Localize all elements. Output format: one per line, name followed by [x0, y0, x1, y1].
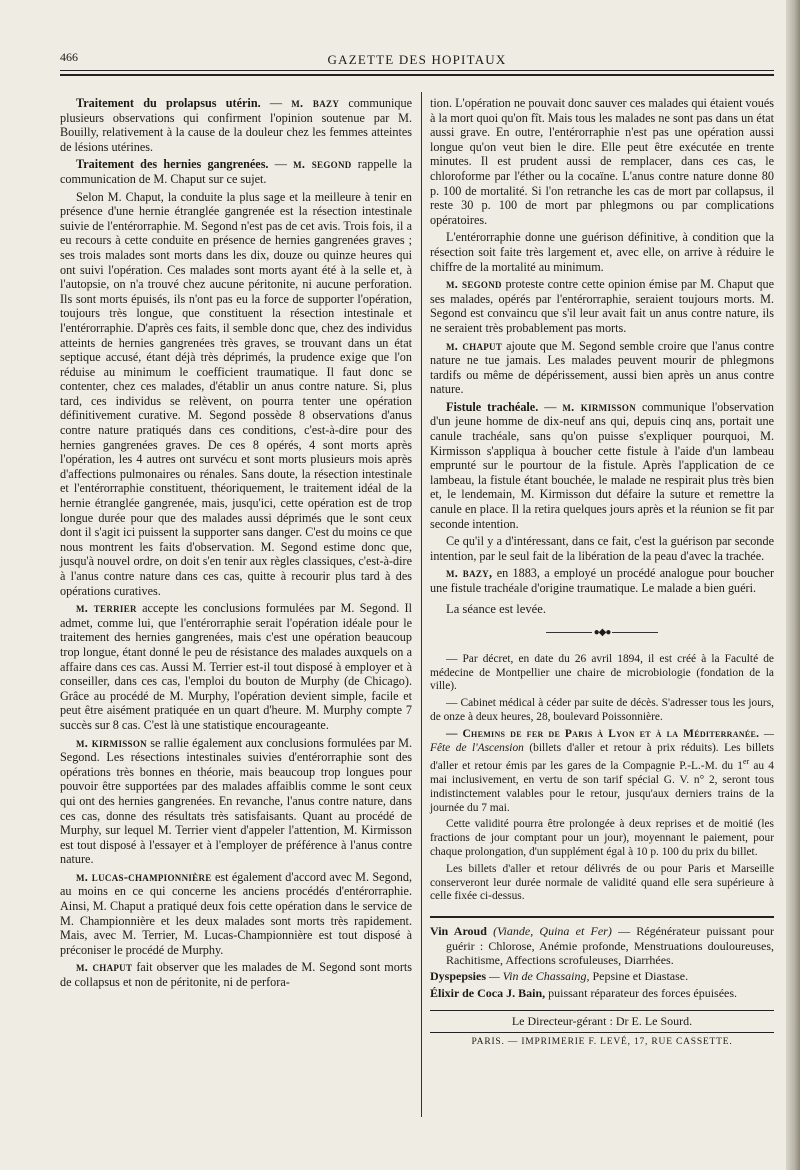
paragraph-text: en 1883, a employé un procédé analogue pour boucher une fistule trachéale d'origine traumatique. Le malade a bien guéri.: [430, 566, 775, 595]
paragraph-bazy: [430, 566, 774, 595]
ads-rule: [430, 916, 774, 918]
speaker-name: m. chaput: [446, 338, 503, 353]
paragraph-continuation: tion. L'opération ne pouvait donc sauver ces malades qui étaient voués à la mort quoi qu'on fît. Mais tous les malades ne sont pas dans un état aussi grave. En outre, l'entérorraphie n'est pas une opération aussi longue qu'on veut bien le dire. Elle peut être exécutée en trente minutes. Il est prudent aussi de remplacer, dans ces cas, le chloroforme par l'éther ou la cocaïne. L'anus contre nature donne 80 p. 100 de mortalité. Si l'on retranche les cas de mort par collapsus, il reste 30 p. 100 de mort par phlegmons ou par complications opératoires.: [430, 96, 774, 227]
news-text: au 4 mai inclusivement, en vertu de son tarif spécial G. V. n° 2, seront tous indistinctement valables pour le retour, jusqu'aux derniers trains de la journée du 7 mai.: [430, 760, 774, 814]
ad-text: Pepsine et Diastase.: [592, 969, 689, 984]
paragraph-chaput-reply: [60, 960, 412, 989]
paragraph-text: se rallie également aux conclusions formulées par M. Segond. Les résections intestinales suivies d'entérorraphie sont des opérations très bonnes en théorie, mais beaucoup trop longues pour pouvoir être supportées par des malades affaiblis comme le sont ceux qui ont des hernies gangrenées. En revanche, l'anus contre nature, dans ces cas, donne des résultats très satisfaisants. Quant au procédé de Murphy, sur lequel M. Terrier vient d'appeler l'attention, M. Kirmisson est tout disposé à l'essayer et à l'employer de préférence à l'anus contre nature.: [60, 735, 413, 867]
paragraph-championniere: [60, 870, 412, 958]
paragraph-text: proteste contre cette opinion émise par M. Chaput que ses malades, opérés par l'entérorraphie, seraient toujours morts. M. Segond est convaincu que s'il leur avait fait un anus contre nature, ils ne seraient très probablement pas morts.: [430, 277, 775, 335]
paragraph-text: fait observer que les malades de M. Segond sont morts de collapsus et non de péritonite, ni de perfora-: [60, 960, 413, 990]
page-header: [60, 46, 774, 76]
speaker-name: m. bazy,: [446, 566, 493, 581]
ad-vin-aroud: [430, 924, 774, 967]
paragraph-fistule: Fistule trachéale. — m. kirmisson communique l'observation d'un jeune homme de dix-neuf ans qui, depuis cinq ans, portait une canule trachéale, sans qu'on puisse s'expliquer pourquoi, M. Kirmisson s'appliqua à boucher cette fistule à l'aide d'un lambeau emprunté sur le pourtour de la fistule. Après l'application de ce lambeau, la fistule étant bouchée, le malade ne respirait plus très bien et, le lendemain, M. Kirmisson dut défaire la suture et remettre la canule en place. Il la retira quelques jours après et la réunion se fit par seconde intention.: [430, 399, 775, 531]
running-title: GAZETTE DES HOPITAUX: [327, 52, 507, 67]
paragraph-enterorraphie: L'entérorraphie donne une guérison définitive, à condition que la résection soit faite très largement et, avec elle, on arrive à réduire le chiffre de la mortalité au minimum.: [430, 230, 774, 274]
ad-subtitle: (Viande, Quina et Fer): [493, 924, 612, 939]
speaker-name: m. segond: [293, 157, 352, 172]
ad-heading: Dyspepsies: [430, 969, 487, 984]
ad-dyspepsies: [430, 969, 774, 983]
ad-subtitle: — Vin de Chassaing,: [489, 969, 590, 984]
news-item-validite: Cette validité pourra être prolongée à deux reprises et de moitié (les fractions de jour comptant pour un jour), moyennant le paiement, pour chaque prolongation, d'un supplément égal à 10 p. 100 du prix du billet.: [430, 818, 774, 858]
speaker-name: m. segond: [446, 277, 502, 292]
column-divider: [421, 92, 422, 1117]
paragraph-text: accepte les conclusions formulées par M. Segond. Il admet, comme lui, que l'entérorraphie serait l'opération idéale pour le traitement des hernies gangrenées, mais c'est une opération beaucoup trop longue, étant donné le peu de résistance des malades auxquels on a affaire dans ces cas. Aussi M. Terrier est-il tout disposé à employer et à conseiller, dans ces cas, l'emploi du bouton de Murphy (de Chicago). Grâce au procédé de M. Murphy, l'opération devient simple, facile et peut être aisément pratiquée en un quart d'heure. M. Murphy compte 7 succès sur 8 cas. C'est là une statistique encourageante.: [60, 601, 412, 732]
paragraph-hernies: Traitement des hernies gangrenées. — m. segond rappelle la communication de M. Chaput sur ce sujet.: [60, 157, 413, 186]
page-number: 466: [60, 50, 78, 64]
section-ornament: ●◆●: [430, 626, 774, 641]
news-text: (billets d'aller et retour à prix réduits). Les billets d'aller et retour émis par les gares de la Compagnie P.-L.-M. du 1: [430, 741, 774, 773]
news-section: [430, 653, 774, 904]
speaker-name: m. kirmisson: [562, 399, 636, 414]
news-item-chemins-de-fer: [430, 728, 774, 816]
ads-section: [430, 924, 774, 1000]
footer-rule: [430, 1010, 774, 1011]
paragraph-terrier: [60, 601, 412, 732]
paragraph-chaput-adds: [430, 339, 774, 397]
printer-imprint: PARIS. — IMPRIMERIE F. LEVÉ, 17, RUE CASSETTE.: [471, 1036, 733, 1047]
speaker-name: m. bazy: [291, 96, 340, 110]
news-item-cabinet: — Cabinet médical à céder par suite de décès. S'adresser tous les jours, de onze à deux heures, 28, boulevard Poissonnière.: [430, 697, 774, 723]
paragraph-chaput-opinion: Selon M. Chaput, la conduite la plus sage et la meilleure à tenir en présence d'une hernie étranglée gangrenée est la résection intestinale suivie de l'entérorraphie. M. Segond n'est pas de cet avis. Trois fois, il a eu recours à cette conduite en présence de hernies gangrenées graves ; ses trois malades sont morts dans les dix, douze ou quinze heures qui ont suivi l'opération. Ces malades sont morts ayant été à la selle et, à l'autopsie, on n'a trouvé chez aucune péritonite, ni aucune perforation. Ils sont morts épuisés, ils n'ont pas eu la force de supporter l'opération, toujours très longue, que constituent la résection intestinale et l'entérorraphie. D'après ces faits, il semble donc que, chez des individus atteints de hernies gangrenées très graves, se trouvant dans un état septique accusé, étant déjà très déprimés, la prudence exige que l'on réduise au minimum le coefficient traumatique. Il faut donc se contenter, chez ces malades, d'établir un anus contre nature. Si, plus tard, ces individus se relèvent, on pourra tenter une opération définitivement curative. M. Segond possède 8 observations d'anus contre nature pratiqués dans ces conditions, c'est-à-dire pour des hernies gangrenées graves. De ces 8 opérés, 4 sont morts après l'opération, les 4 autres ont survécu et sont morts plusieurs mois après d'affections pulmonaires ou rénales. Sans doute, la résection intestinale et l'entérorraphie constituent, théoriquement, le traitement idéal de la hernie étranglée gangrenée, mais, jusqu'ici, cette opération est de trop longue durée pour que des malades aussi déprimés que le sont ceux dont il s'agit ici puissent la supporter sans danger. C'est du moins ce que nous montrent les faits d'observation. M. Segond estime donc que, jusqu'à nouvel ordre, on doit s'en tenir aux règles classiques, c'est-à-dire à l'anus contre nature dans ces cas, quitte à recourir plus tard à des opérations curatives.: [60, 189, 412, 598]
footer-rule-lower: [430, 1032, 774, 1033]
seance-closing: La séance est levée.: [446, 601, 546, 616]
speaker-name: m. chaput: [76, 960, 133, 975]
paragraph-kirmisson: [60, 736, 412, 867]
ad-text: puissant réparateur des forces épuisées.: [548, 985, 738, 1000]
right-column: [430, 96, 774, 1049]
section-heading: Traitement du prolapsus utérin.: [76, 96, 261, 110]
ad-heading: Élixir de Coca J. Bain,: [430, 985, 546, 1000]
director-signature: Le Directeur-gérant : Dr E. Le Sourd.: [511, 1014, 693, 1029]
speaker-name: m. lucas-championnière: [76, 869, 212, 884]
section-heading: Fistule trachéale.: [446, 399, 539, 414]
news-item-marseille: Les billets d'aller et retour délivrés de ou pour Paris et Marseille conserveront leur durée normale de validité quand elle sera supérieure à celle fixée ci-dessus.: [430, 862, 774, 903]
paragraph-text: rappelle la communication de M. Chaput sur ce sujet.: [60, 157, 413, 186]
page-edge: [786, 0, 800, 1170]
speaker-name: m. terrier: [76, 601, 137, 616]
paragraph-prolapsus: Traitement du prolapsus utérin. — m. bazy communique plusieurs observations qui confirment l'opinion soutenue par M. Bouilly, relativement à la cause de la douleur chez les femmes atteintes de lésions utérines.: [60, 96, 412, 154]
paragraph-text: est également d'accord avec M. Segond, au moins en ce qui concerne les anciens procédés d'entérorraphie. Ainsi, M. Chaput a pratiqué deux fois cette opération dans le service de M. Championnière et les deux malades sont morts très rapidement. Mais, avec M. Terrier, M. Lucas-Championnière est tout disposé à préconiser le procédé de Murphy.: [60, 869, 412, 957]
ad-text: — Régénérateur puissant pour guérir : Chlorose, Anémie profonde, Menstruations douloureuses, Rachitisme, Affections scrofuleuses, Diarrhées.: [446, 924, 774, 967]
ad-elixir-coca: [430, 986, 774, 1000]
paragraph-text: communique l'observation d'un jeune homme de dix-neuf ans qui, depuis cinq ans, portait une canule trachéale, sans qu'on puisse s'expliquer pourquoi, M. Kirmisson s'appliqua à boucher cette fistule à l'aide d'un lambeau emprunté sur le pourtour de la fistule. Après l'application de ce lambeau, la fistule étant bouchée, le malade ne respirait plus très bien et, le lendemain, M. Kirmisson dut défaire la suture et remettre la canule en place. Il la retira quelques jours après et la réunion se fit par seconde intention.: [430, 399, 775, 531]
ad-heading: Vin Aroud: [430, 924, 487, 939]
header-rule: [60, 70, 774, 71]
news-subheading: — Fête de l'Ascension: [430, 727, 774, 754]
paragraph-text: ajoute que M. Segond semble croire que l'anus contre nature ne tue jamais. Les malades peuvent mourir de phlegmons tardifs ou même de dépérissement, aussi bien après un anus contre nature.: [430, 338, 775, 397]
left-column: [60, 96, 412, 993]
news-heading: — Chemins de fer de Paris à Lyon et à la Méditerranée.: [446, 727, 760, 740]
paragraph-text: communique plusieurs observations qui confirment l'opinion soutenue par M. Bouilly, relativement à la cause de la douleur chez les femmes atteintes de lésions utérines.: [60, 96, 412, 154]
paragraph-guerison: Ce qu'il y a d'intéressant, dans ce fait, c'est la guérison par seconde intention, par le seul fait de la libération de la peau d'avec la trachée.: [430, 534, 774, 563]
speaker-name: m. kirmisson: [76, 735, 147, 750]
header-rule-thick: [60, 74, 774, 76]
news-item-decret: — Par décret, en date du 26 avril 1894, il est créé à la Faculté de médecine de Montpellier une chaire de microbiologie (fondation de la ville).: [430, 652, 774, 693]
paragraph-segond-protest: [430, 277, 774, 335]
section-heading: Traitement des hernies gangrenées.: [76, 157, 269, 172]
news-sup: er: [742, 757, 750, 767]
